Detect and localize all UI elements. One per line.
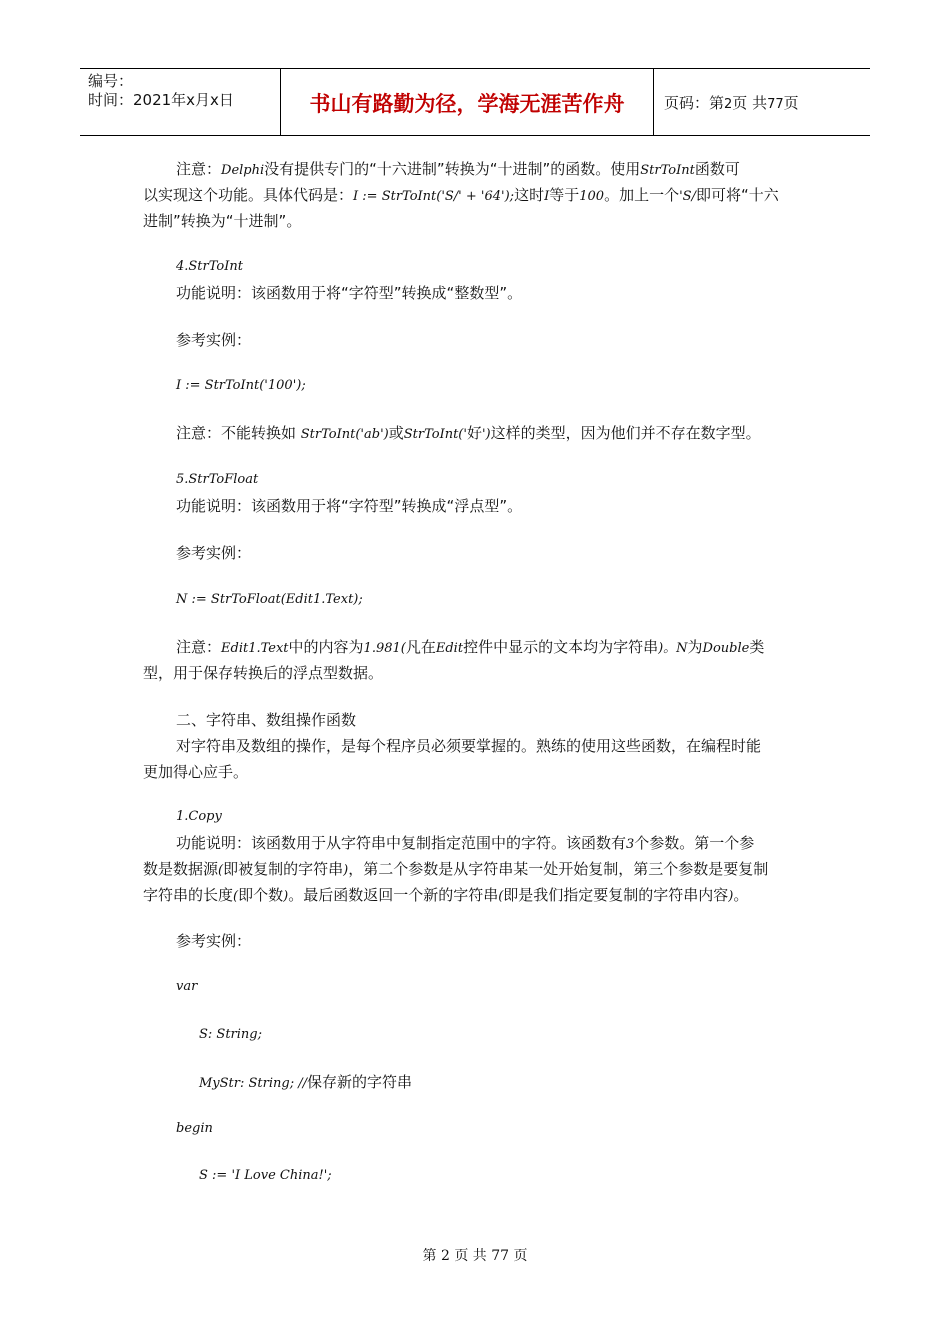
header-motto-cell [281, 69, 654, 135]
section-strtoint-ref: 参考实例： [176, 331, 252, 349]
section-copy-title: 1.Copy [176, 809, 222, 824]
section-strtofloat-ref: 参考实例： [176, 544, 252, 562]
code-begin: begin [176, 1121, 213, 1136]
footer-current: 2 [440, 1248, 450, 1264]
section-copy-desc-line-3: 字符串的长度(即个数)。最后函数返回一个新的字符串(即是我们指定要复制的字符串内容)。 [143, 886, 749, 904]
section-2-intro-line-2: 更加得心应手。 [143, 763, 249, 781]
footer-mid: 页 共 [454, 1248, 487, 1264]
section-strtoint-title: 4.StrToInt [176, 259, 243, 274]
code-assign: S := 'I Love China!'; [199, 1168, 332, 1183]
note-hex-line-1: 注意：Delphi没有提供专门的“十六进制”转换为“十进制”的函数。使用StrToInt函数可 [176, 160, 740, 178]
page-footer [0, 1246, 950, 1266]
note-hex-line-3: 进制”转换为“十进制”。 [143, 212, 302, 230]
code-mystr-declaration: MyStr: String; //保存新的字符串 [199, 1073, 412, 1091]
section-2-title: 二、字符串、数组操作函数 [176, 711, 357, 729]
page-suffix: 页 [783, 94, 799, 112]
section-strtoint-note: 注意：不能转换如 StrToInt('ab')或StrToInt('好')这样的类型，因为他们并不存在数字型。 [176, 424, 761, 442]
footer-total: 77 [491, 1248, 510, 1264]
header-left-cell [80, 69, 281, 135]
section-strtoint-code: I := StrToInt('100'); [176, 378, 306, 393]
code-s-declaration: S: String; [199, 1027, 262, 1042]
header-motto: 书山有路勤为径，学海无涯苦作舟 [309, 92, 625, 116]
section-strtofloat-note-line-1: 注意：Edit1.Text中的内容为1.981(凡在Edit控件中显示的文本均为字符串)。N为Double类 [176, 638, 765, 656]
page-header [80, 68, 870, 136]
section-strtoint-desc: 功能说明：该函数用于将“字符型”转换成“整数型”。 [176, 284, 523, 302]
page-current: 2 [724, 97, 733, 112]
document-date-label: 时间：2021年x月x日 [88, 91, 234, 109]
section-copy-ref: 参考实例： [176, 932, 252, 950]
code-var: var [176, 979, 198, 994]
note-hex-line-2: 以实现这个功能。具体代码是：I := StrToInt('S/' + '64');这时I等于100。加上一个'S/即可将“十六 [143, 186, 779, 204]
document-number-label: 编号： [88, 72, 134, 90]
section-strtofloat-title: 5.StrToFloat [176, 472, 259, 487]
section-strtofloat-note-line-2: 型，用于保存转换后的浮点型数据。 [143, 664, 384, 682]
page-prefix: 页码：第 [664, 94, 725, 112]
section-copy-desc-line-2: 数是数据源(即被复制的字符串)，第二个参数是从字符串某一处开始复制，第三个参数是要复制 [143, 860, 769, 878]
page-mid: 页 共 [732, 94, 768, 112]
footer-prefix: 第 [422, 1248, 437, 1264]
footer-suffix: 页 [513, 1248, 528, 1264]
section-copy-desc-line-1: 功能说明：该函数用于从字符串中复制指定范围中的字符。该函数有3个参数。第一个参 [176, 834, 755, 852]
header-page-info [664, 94, 799, 114]
section-strtofloat-desc: 功能说明：该函数用于将“字符型”转换成“浮点型”。 [176, 497, 523, 515]
page-total: 77 [767, 97, 784, 112]
section-strtofloat-code: N := StrToFloat(Edit1.Text); [176, 592, 363, 607]
section-2-intro-line-1: 对字符串及数组的操作，是每个程序员必须要掌握的。熟练的使用这些函数，在编程时能 [176, 737, 762, 755]
header-page-cell [654, 69, 870, 135]
